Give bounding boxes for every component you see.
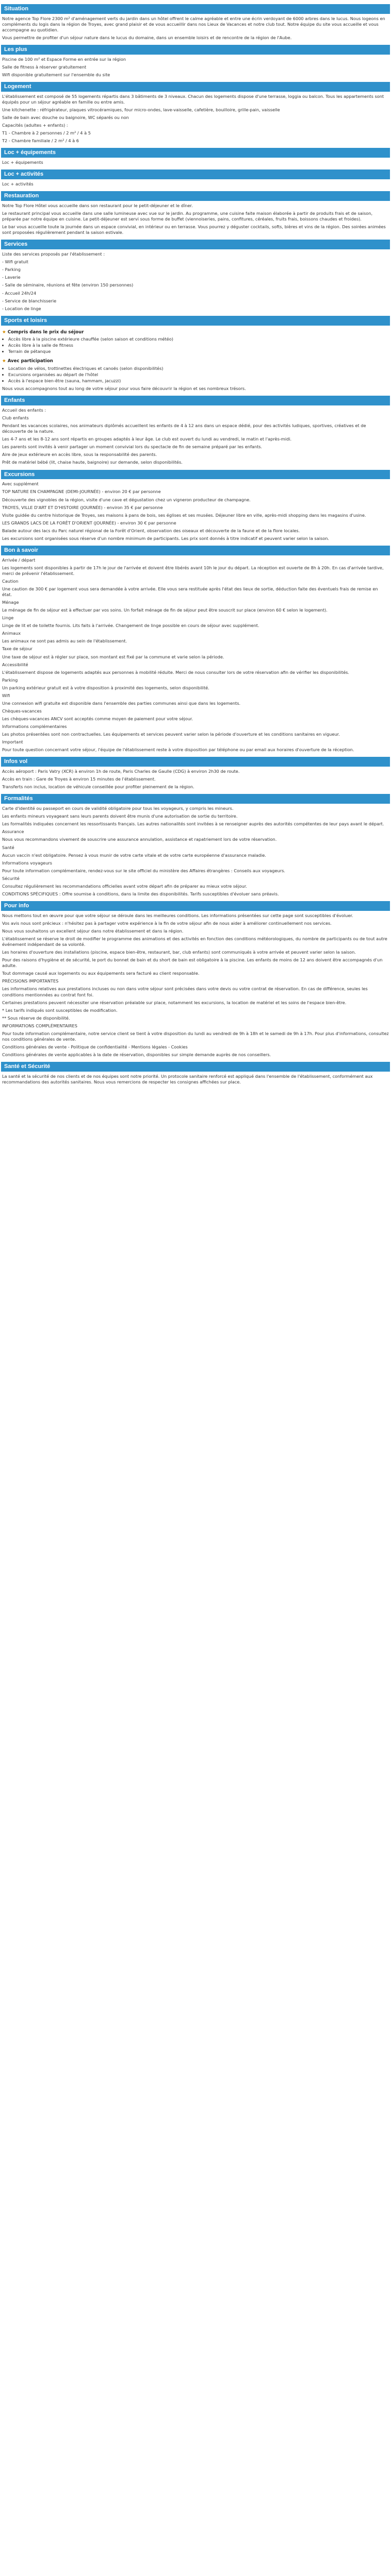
- paragraph: Accueil des enfants :: [2, 408, 46, 413]
- paragraph: Visite guidée du centre historique de Troyes, ses maisons à pans de bois, ses églises et ses musées. Déjeuner libre en ville, après-midi shopping dans les magasins d'usine.: [2, 512, 366, 518]
- paragraph: - Wifi gratuit: [2, 259, 28, 265]
- subsection-heading: [2, 359, 389, 365]
- paragraph: T2 - Chambre familiale / 2 m² / 4 à 6: [2, 138, 79, 144]
- paragraph: Vous permettre de profiter d'un séjour nature dans le lucus du domaine, dans un ensemble loisirs et de rencontre de la région de l'Aube.: [2, 35, 292, 41]
- paragraph: Wifi disponible gratuitement sur l'ensemble du site: [2, 72, 110, 78]
- paragraph: Nous mettons tout en œuvre pour que votre séjour se déroule dans les meilleures conditions. Les informations présentées sur cette page sont susceptibles d'évoluer.: [2, 912, 353, 918]
- section-loc-activites: [1, 170, 390, 187]
- paragraph: Tout dommage causé aux logements ou aux équipements sera facturé au client responsable.: [2, 971, 200, 976]
- page-root: [0, 4, 391, 1085]
- paragraph: Linge: [2, 615, 14, 621]
- paragraph: Transferts non inclus, location de véhicule conseillée pour profiter pleinement de la région.: [2, 784, 194, 790]
- paragraph: Pour des raisons d'hygiène et de sécurité, le port du bonnet de bain et du short de bain est obligatoire à la piscine. Les enfants de moins de 12 ans doivent être accompagnés d'un adulte.: [2, 957, 383, 969]
- paragraph: Certaines prestations peuvent nécessiter une réservation préalable sur place, notamment les excursions, la location de matériel et les soins de l'espace bien-être.: [2, 999, 347, 1005]
- paragraph: Les photos présentées sont non contractuelles. Les équipements et services peuvent varier selon la période d'ouverture et les conditions sanitaires en vigueur.: [2, 732, 340, 737]
- paragraph: Prêt de matériel bébé (lit, chaise haute, baignoire) sur demande, selon disponibilités.: [2, 460, 183, 465]
- paragraph: Nous vous accompagnons tout au long de votre séjour pour vous faire découvrir la région et ses nombreux trésors.: [2, 386, 246, 392]
- paragraph: Santé: [2, 844, 14, 850]
- paragraph: Les excursions sont organisées sous réserve d'un nombre minimum de participants. Les prix sont donnés à titre indicatif et peuvent varier selon la saison.: [2, 535, 330, 541]
- paragraph: - Service de blanchisserie: [2, 298, 57, 303]
- paragraph: ** Sous réserve de disponibilité.: [2, 1015, 70, 1021]
- section-heading: Situation: [1, 4, 390, 14]
- paragraph: Club enfants: [2, 415, 29, 421]
- paragraph: Conditions générales de vente applicables à la date de réservation, disponibles sur simple demande auprès de nos conseillers.: [2, 1052, 271, 1057]
- paragraph: Aire de jeux extérieure en accès libre, sous la responsabilité des parents.: [2, 452, 157, 457]
- paragraph: - Parking: [2, 267, 21, 273]
- paragraph: L'établissement dispose de logements adaptés aux personnes à mobilité réduite. Merci de nous consulter lors de votre réservation afin de vérifier les disponibilités.: [2, 669, 349, 675]
- paragraph: Le restaurant principal vous accueille dans une salle lumineuse avec vue sur le jardin. Au programme, une cuisine faite maison élaborée à partir de produits frais et de saison, préparée par notre équipe en cuisine. Le petit-déjeuner est servi sous forme de buffet (viennoiseries, pains, confitures, céréales, fruits frais, boissons chaudes et froides).: [2, 211, 373, 222]
- paragraph: Les animaux ne sont pas admis au sein de l'établissement.: [2, 638, 127, 644]
- paragraph: - Laverie: [2, 275, 21, 280]
- paragraph: Informations voyageurs: [2, 860, 53, 866]
- section-heading: Logement: [1, 82, 390, 92]
- paragraph: Nous vous recommandons vivement de souscrire une assurance annulation, assistance et rapatriement lors de votre réservation.: [2, 837, 277, 842]
- section-heading: Loc + activités: [1, 170, 390, 179]
- paragraph: Accès en train : Gare de Troyes à environ 15 minutes de l'établissement.: [2, 776, 156, 782]
- paragraph: INFORMATIONS COMPLÉMENTAIRES: [2, 1023, 77, 1028]
- paragraph: T1 - Chambre à 2 personnes / 2 m² / 4 à 5: [2, 130, 91, 136]
- paragraph: Linge de lit et de toilette fournis. Lits faits à l'arrivée. Changement de linge possible en cours de séjour avec supplément.: [2, 623, 259, 629]
- paragraph: - Salle de séminaire, réunions et fête (environ 150 personnes): [2, 282, 134, 288]
- paragraph: Important: [2, 739, 23, 745]
- paragraph: Pour toute information complémentaire, rendez-vous sur le site officiel du ministère des Affaires étrangères : Conseils aux voyageurs.: [2, 868, 285, 873]
- section-heading: Pour info: [1, 901, 390, 911]
- paragraph: CONDITIONS SPÉCIFIQUES : Offre soumise à conditions, dans la limite des disponibilités. Tarifs susceptibles d'évoluer sans préavis.: [2, 891, 279, 896]
- paragraph: Les horaires d'ouverture des installations (piscine, espace bien-être, restaurant, bar, club enfants) sont communiqués à votre arrivée et peuvent varier selon la saison.: [2, 950, 356, 955]
- paragraph: Salle de bain avec douche ou baignoire, WC séparés ou non: [2, 115, 129, 121]
- paragraph: Taxe de séjour: [2, 646, 32, 652]
- paragraph: Consultez régulièrement les recommandations officielles avant votre départ afin de préparer au mieux votre séjour.: [2, 883, 247, 889]
- paragraph: Les 4-7 ans et les 8-12 ans sont répartis en groupes adaptés à leur âge. Le club est ouvert du lundi au vendredi, le matin et l'après-midi.: [2, 436, 292, 442]
- paragraph: Accès aéroport : Paris Vatry (XCR) à environ 1h de route, Paris Charles de Gaulle (CDG) à environ 2h30 de route.: [2, 769, 240, 774]
- paragraph: * Les tarifs indiqués sont susceptibles de modification.: [2, 1007, 118, 1013]
- paragraph: Les chèques-vacances ANCV sont acceptés comme moyen de paiement pour votre séjour.: [2, 716, 193, 722]
- subsection-heading: [2, 330, 389, 336]
- subsection-list: [8, 336, 390, 354]
- section-heading: Loc + équipements: [1, 148, 390, 158]
- paragraph: Ménage: [2, 600, 19, 605]
- paragraph: L'établissement est composé de 55 logements répartis dans 3 bâtiments de 3 niveaux. Chacun des logements dispose d'une terrasse, loggia ou balcon. Tous les appartements sont équipés pour un séjour agréable en famille ou entre amis.: [2, 93, 384, 105]
- paragraph: Loc + activités: [2, 181, 34, 187]
- section-situation: [1, 4, 390, 41]
- list-item: • Accès libre à la piscine extérieure chauffée (selon saison et conditions météo): [8, 336, 390, 342]
- star-icon: ★: [2, 359, 8, 364]
- paragraph: Une connexion wifi gratuite est disponible dans l'ensemble des parties communes ainsi que dans les logements.: [2, 700, 241, 706]
- paragraph: Wifi: [2, 692, 10, 698]
- paragraph: Pendant les vacances scolaires, nos animateurs diplômés accueillent les enfants de 4 à 12 ans dans un espace dédié, pour des activités ludiques, sportives, créatives et de découverte de la nature.: [2, 423, 366, 434]
- list-item: • Excursions organisées au départ de l'hôtel: [8, 372, 390, 378]
- paragraph: Arrivée / départ: [2, 557, 36, 563]
- paragraph: Une taxe de séjour est à régler sur place, son montant est fixé par la commune et varie selon la période.: [2, 654, 224, 659]
- list-item: • Accès à l'espace bien-être (sauna, hammam, jacuzzi): [8, 378, 390, 384]
- section-excursions: [1, 470, 390, 541]
- section-formalites: [1, 794, 390, 897]
- paragraph: Les informations relatives aux prestations incluses ou non dans votre séjour sont précisées dans votre devis ou votre contrat de réservation. En cas de différence, seules les conditions mentionnées au contrat font foi.: [2, 986, 368, 997]
- section-loc-equipements: [1, 148, 390, 165]
- paragraph: - Location de linge: [2, 306, 41, 311]
- paragraph: Les logements sont disponibles à partir de 17h le jour de l'arrivée et doivent être libérés avant 10h le jour du départ. La réception est ouverte de 8h à 20h. En cas d'arrivée tardive, merci de prévenir l'établissement.: [2, 565, 384, 576]
- list-item: • Location de vélos, trottinettes électriques et canoës (selon disponibilités): [8, 366, 390, 371]
- paragraph: Vos avis nous sont précieux : n'hésitez pas à partager votre expérience à la fin de votre séjour afin de nous aider à améliorer continuellement nos services.: [2, 920, 332, 926]
- section-heading: Excursions: [1, 470, 390, 480]
- section-heading: Infos vol: [1, 757, 390, 767]
- subsection-heading-label: Compris dans le prix du séjour: [7, 329, 84, 335]
- paragraph: Accessibilité: [2, 662, 28, 667]
- section-sports-et-loisirs: [1, 316, 390, 392]
- star-icon: ★: [2, 329, 8, 335]
- paragraph: TROYES, VILLE D'ART ET D'HISTOIRE (JOURNÉE) - environ 35 € par personne: [2, 504, 163, 510]
- paragraph: Une kitchenette : réfrigérateur, plaques vitrocéramiques, four micro-ondes, lave-vaisselle, cafetière, bouilloire, grille-pain, vaisselle: [2, 107, 280, 113]
- paragraph: - Accueil 24h/24: [2, 290, 37, 296]
- paragraph: Salle de fitness à réserver gratuitement: [2, 64, 87, 70]
- paragraph: Avec supplément: [2, 481, 39, 487]
- section-heading: Santé et Sécurité: [1, 1062, 390, 1072]
- section-heading: Formalités: [1, 794, 390, 804]
- paragraph: Découverte des vignobles de la région, visite d'une cave et dégustation chez un vigneron producteur de champagne.: [2, 497, 251, 502]
- section-services: [1, 240, 390, 311]
- paragraph: Conditions générales de vente - Politique de confidentialité - Mentions légales - Cookies: [2, 1044, 188, 1049]
- section-pour-info: [1, 901, 390, 1058]
- paragraph: Parking: [2, 677, 18, 683]
- paragraph: Loc + équipements: [2, 160, 43, 165]
- paragraph: Capacités (adultes + enfants) :: [2, 123, 68, 128]
- paragraph: Les parents sont invités à venir partager un moment convivial lors du spectacle de fin de semaine préparé par les enfants.: [2, 444, 263, 450]
- paragraph: Balade autour des lacs du Parc naturel régional de la Forêt d'Orient, observation des oiseaux et découverte de la faune et de la flore locales.: [2, 528, 300, 533]
- paragraph: Caution: [2, 578, 19, 584]
- section-enfants: [1, 396, 390, 465]
- paragraph: Animaux: [2, 631, 21, 636]
- paragraph: L'établissement se réserve le droit de modifier le programme des animations et des activités en fonction des conditions météorologiques, du nombre de participants ou de tout autre événement indépendant de sa volonté.: [2, 936, 387, 947]
- paragraph: Le ménage de fin de séjour est à effectuer par vos soins. Un forfait ménage de fin de séjour peut être souscrit sur place (environ 60 € selon le logement).: [2, 607, 328, 613]
- section-heading: Restauration: [1, 191, 390, 201]
- paragraph: Assurance: [2, 829, 24, 835]
- paragraph: Le bar vous accueille toute la journée dans un espace convivial, en intérieur ou en terrasse. Vous pourrez y déguster cocktails, softs, bières et vins de la région. Des soirées animées sont proposées régulièrement pendant la saison estivale.: [2, 224, 386, 235]
- section-les-plus: [1, 45, 390, 78]
- section-infos-vol: [1, 757, 390, 790]
- paragraph: TOP NATURE EN CHAMPAGNE (DEMI-JOURNÉE) - environ 20 € par personne: [2, 489, 161, 495]
- list-item: • Accès libre à la salle de fitness: [8, 343, 390, 348]
- paragraph: Chèques-vacances: [2, 708, 42, 714]
- section-restauration: [1, 191, 390, 235]
- section-heading: Bon à savoir: [1, 546, 390, 555]
- paragraph: Pour toute question concernant votre séjour, l'équipe de l'établissement reste à votre disposition par téléphone ou par email aux horaires d'ouverture de la réception.: [2, 747, 354, 753]
- paragraph: La santé et la sécurité de nos clients et de nos équipes sont notre priorité. Un protocole sanitaire renforcé est appliqué dans l'ensemble de l'établissement, conformément aux recommandations des autorités sanitaires. Nous vous remercions de respecter les consignes affichées sur place.: [2, 1073, 373, 1084]
- paragraph: Sécurité: [2, 875, 20, 881]
- paragraph: Les enfants mineurs voyageant sans leurs parents doivent être munis d'une autorisation de sortie du territoire.: [2, 814, 238, 819]
- paragraph: Notre Top Flore Hôtel vous accueille dans son restaurant pour le petit-déjeuner et le dîner.: [2, 203, 193, 209]
- section-sante-et-securite: [1, 1062, 390, 1085]
- section-logement: [1, 82, 390, 144]
- paragraph: Liste des services proposés par l'établissement :: [2, 251, 105, 257]
- paragraph: Carte d'identité ou passeport en cours de validité obligatoire pour tous les voyageurs, y compris les mineurs.: [2, 806, 234, 811]
- section-heading: Enfants: [1, 396, 390, 405]
- subsection-list: [8, 366, 390, 384]
- paragraph: Pour toute information complémentaire, notre service client se tient à votre disposition du lundi au vendredi de 9h à 18h et le samedi de 9h à 17h. Pour plus d'informations, consultez nos conditions générales de vente.: [2, 1030, 389, 1042]
- paragraph: Informations complémentaires: [2, 724, 67, 730]
- section-heading: Les plus: [1, 45, 390, 55]
- section-heading: Sports et loisirs: [1, 316, 390, 326]
- section-heading: Services: [1, 240, 390, 249]
- paragraph: Une caution de 300 € par logement vous sera demandée à votre arrivée. Elle vous sera restituée après l'état des lieux de sortie, déduction faite des éventuels frais de remise en état.: [2, 586, 378, 598]
- paragraph: Les formalités indiquées concernent les ressortissants français. Les autres nationalités sont invitées à se renseigner auprès des autorités compétentes de leur pays avant le départ.: [2, 821, 384, 827]
- paragraph: PRÉCISIONS IMPORTANTES: [2, 978, 59, 984]
- paragraph: Un parking extérieur gratuit est à votre disposition à proximité des logements, selon disponibilité.: [2, 685, 209, 690]
- paragraph: Nous vous souhaitons un excellent séjour dans notre établissement et dans la région.: [2, 928, 184, 934]
- section-bon-a-savoir: [1, 546, 390, 753]
- paragraph: LES GRANDS LACS DE LA FORÊT D'ORIENT (JOURNÉE) - environ 30 € par personne: [2, 520, 176, 526]
- list-item: • Terrain de pétanque: [8, 349, 390, 354]
- paragraph: Aucun vaccin n'est obligatoire. Pensez à vous munir de votre carte vitale et de votre carte européenne d'assurance maladie.: [2, 852, 266, 858]
- subsection-heading-label: Avec participation: [7, 359, 53, 364]
- paragraph: Piscine de 100 m² et Espace Forme en entrée sur la région: [2, 56, 126, 62]
- paragraph: Notre agence Top Flore 2300 m² d'aménagement verts du jardin dans un hôtel offrent le calme agréable et entre une écrin verdoyant de 6000 arbres dans le lucus. Nous logeons en compléments du logis dans la région de Troyes, avec grand plaisir et de vous accueillir dans nos Lieux de Vacances et notre club tout. Notre équipe du site vous accueille et vous accompagne au quotidien.: [2, 15, 385, 32]
